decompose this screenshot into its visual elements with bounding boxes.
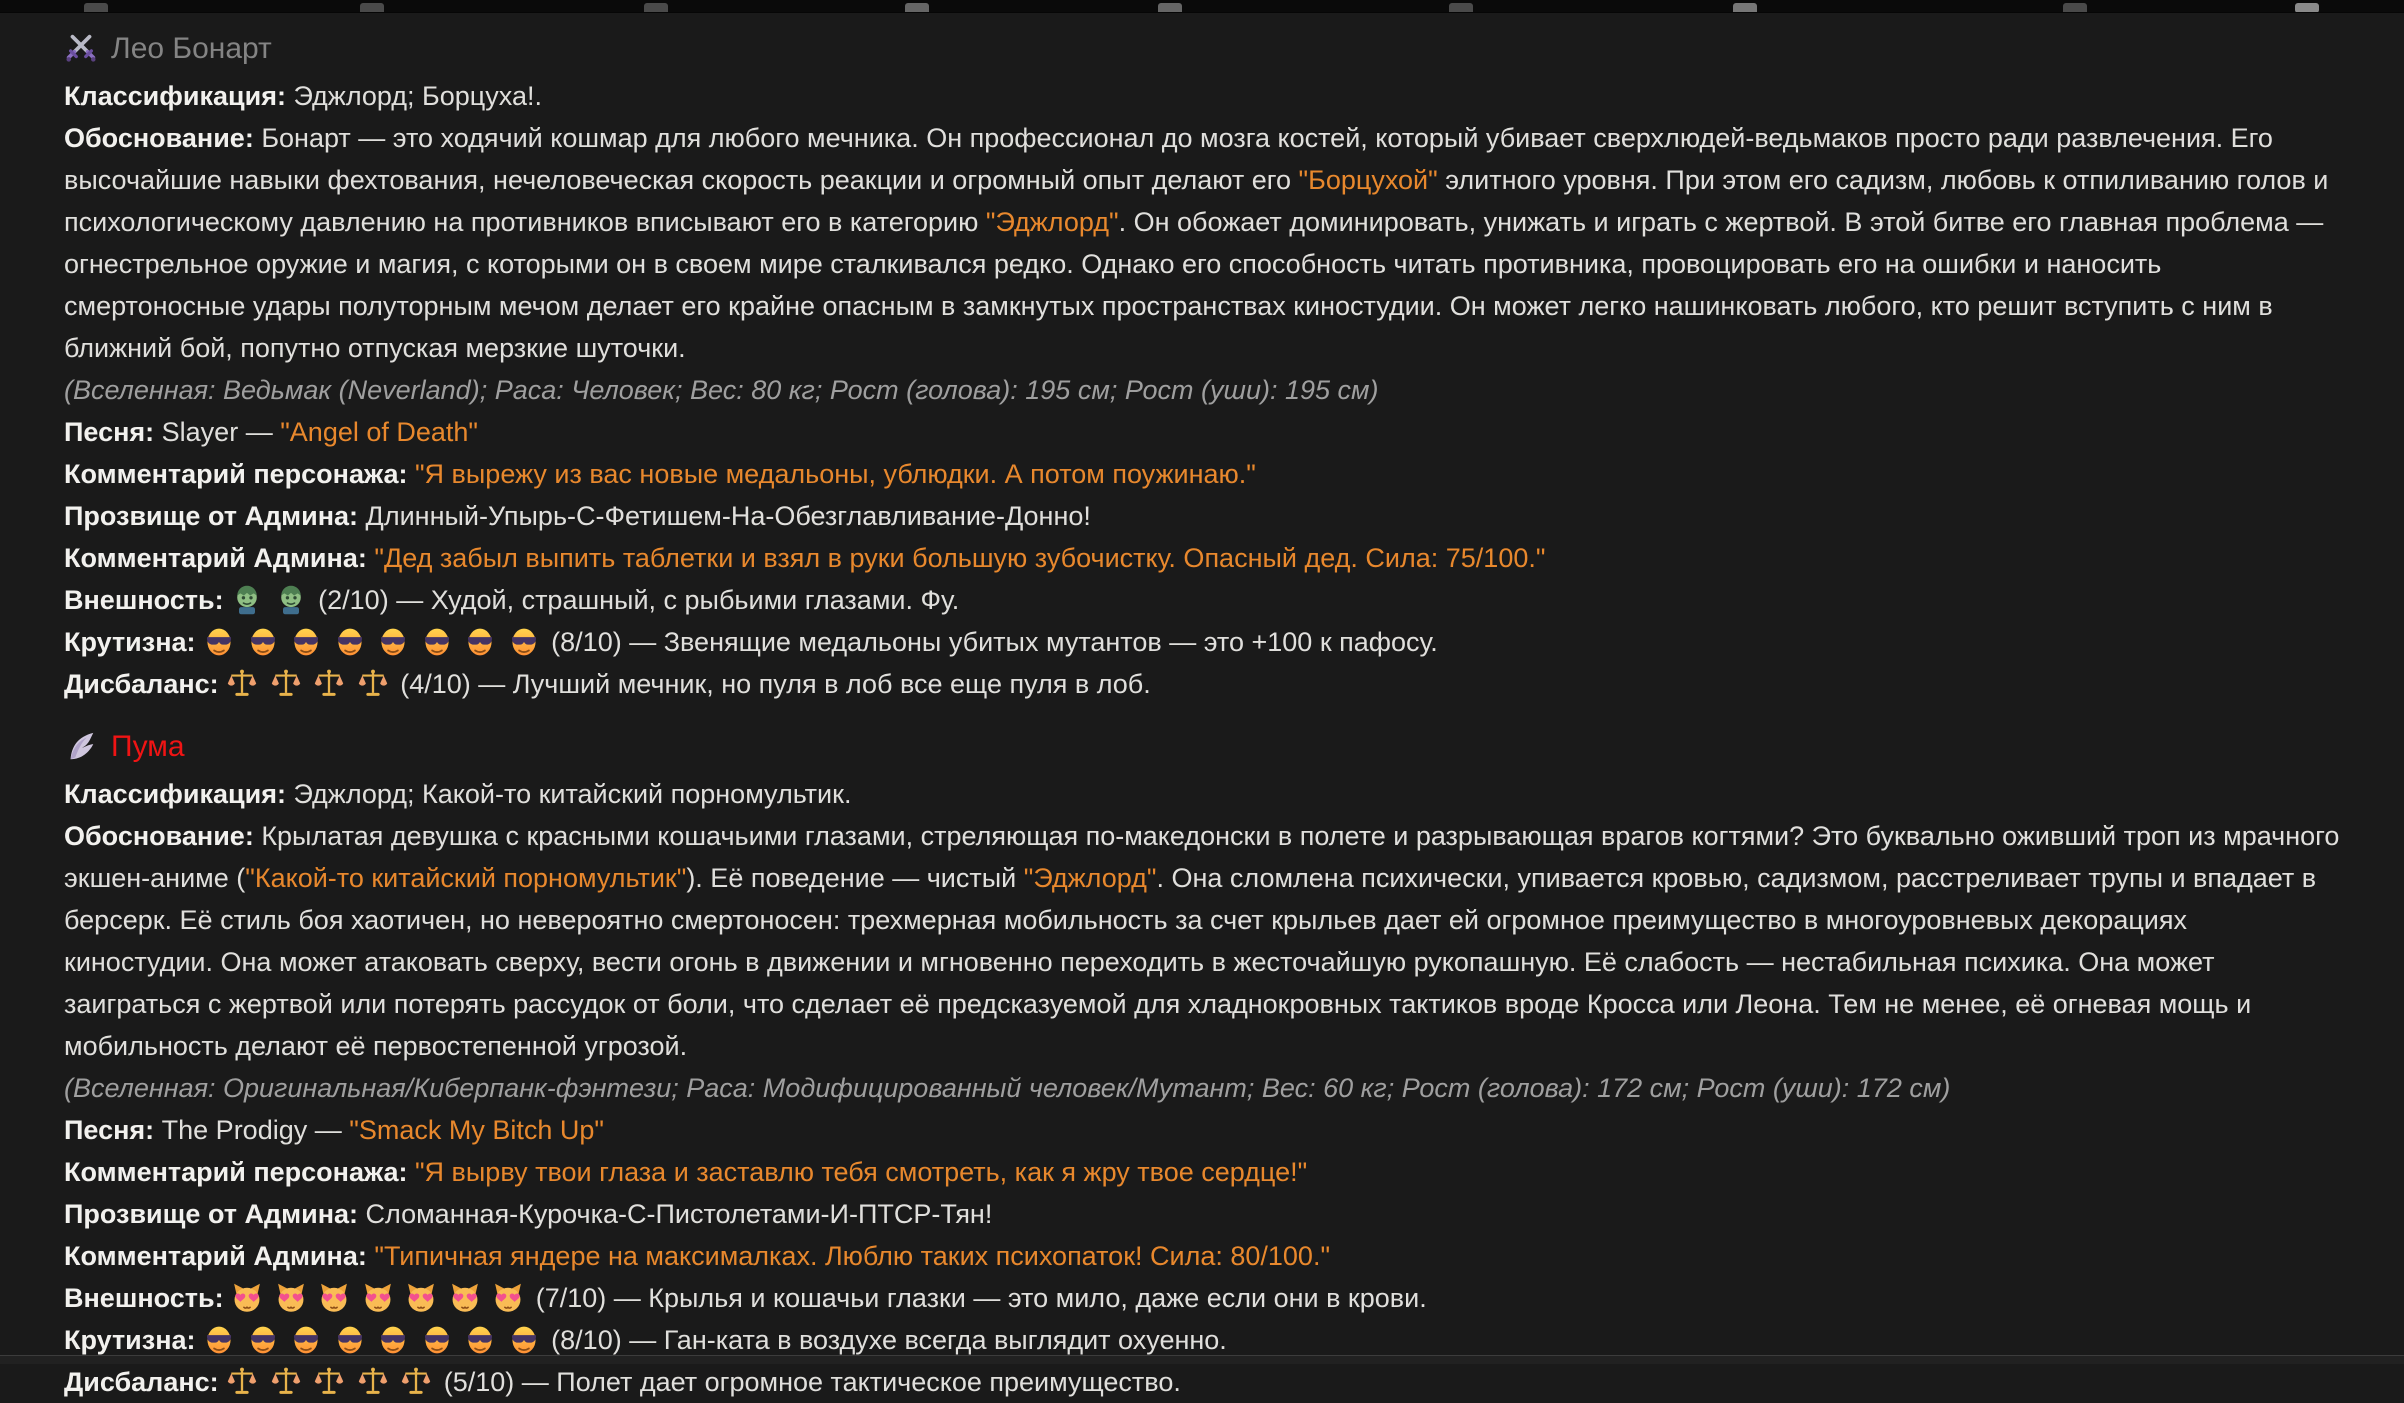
field-line-appearance [64, 1277, 2340, 1319]
cat-heart-eyes-emoji-icon [449, 1282, 481, 1314]
field-label: Прозвище от Админа: [64, 1199, 359, 1229]
field-value: Длинный-Упырь-С-Фетишем-На-Обезглавливание-Донно! [365, 501, 1091, 531]
rating-icons [231, 585, 318, 615]
cat-heart-eyes-emoji-icon [405, 1282, 437, 1314]
field-value: (2/10) — Худой, страшный, с рыбьими глазами. Фу. [318, 585, 960, 615]
field-line-classification [64, 773, 2340, 815]
rating-icons [226, 1367, 444, 1397]
cat-heart-eyes-emoji-icon [362, 1282, 394, 1314]
rating-icons [203, 1325, 551, 1355]
header-icon-slot [64, 730, 98, 764]
song-artist: The Prodigy — [161, 1115, 350, 1145]
text-segment: "Эджлорд" [985, 207, 1119, 237]
field-line-coolness [64, 621, 2340, 663]
text-segment: Бонарт — это ходячий кошмар для любого мечника. Он профессионал до мозга костей, который убивает сверхлюдей-ведьмаков просто ради развлечения. Его высочайшие навыки фехтования, нечеловеческая скорость реакции и огромный опыт делают его [64, 123, 2273, 195]
sunglasses-emoji-icon [203, 626, 235, 658]
field-label: Внешность: [64, 1283, 224, 1313]
sunglasses-emoji-icon [377, 1324, 409, 1356]
field-line-admin-nickname [64, 495, 2340, 537]
song-artist: Slayer — [161, 417, 281, 447]
field-label: Крутизна: [64, 627, 196, 657]
header-icon-slot [64, 32, 98, 66]
field-line-imbalance [64, 663, 2340, 705]
field-line-classification [64, 75, 2340, 117]
comment-quote: "Я вырежу из вас новые медальоны, ублюдки. А потом поужинаю." [414, 459, 1256, 489]
text-segment: "Борцухой" [1298, 165, 1438, 195]
field-value: (8/10) — Звенящие медальоны убитых мутантов — это +100 к пафосу. [551, 627, 1438, 657]
field-line-appearance [64, 579, 2340, 621]
text-segment: . Он обожает доминировать, унижать и играть с жертвой. В этой битве его главная проблема — огнестрельное оружие и магия, с которыми он в своем мире сталкивался редко. Однако его способность читать противника, провоцировать его на ошибки и наносить смертоносные удары полуторным мечом делает его крайне опасным в замкнутых пространствах киностудии. Он может легко нашинковать любого, кто решит вступить с ним в ближний бой, попутно отпуская мерзкие шуточки. [64, 207, 2324, 363]
cropped-icon-fragment[interactable] [360, 3, 384, 13]
field-line-admin-comment [64, 1235, 2340, 1277]
text-segment: элитного уровня. При этом его садизм, любовь к отпиливанию голов и психологическому давлению на противников вписывают его в категорию [64, 165, 2329, 237]
text-segment: Крылатая девушка с красными кошачьими глазами, стреляющая по-македонски в полете и разрывающая врагов когтями? Это буквально оживший троп из мрачного экшен-аниме ( [64, 821, 2340, 893]
rating-icons [203, 627, 551, 657]
meta-line: (Вселенная: Оригинальная/Киберпанк-фэнтези; Раса: Модифицированный человек/Мутант; Вес: 60 кг; Рост (голова): 172 см; Рост (уши): 172 см) [64, 1073, 1951, 1103]
cropped-icon-fragment[interactable] [644, 3, 668, 13]
field-value: Сломанная-Курочка-С-Пистолетами-И-ПТСР-Тян! [365, 1199, 993, 1229]
field-label: Классификация: [64, 81, 286, 111]
field-line-character-comment [64, 1151, 2340, 1193]
character-header [64, 725, 2340, 769]
sunglasses-emoji-icon [377, 626, 409, 658]
cat-heart-eyes-emoji-icon [492, 1282, 524, 1314]
sunglasses-emoji-icon [203, 1324, 235, 1356]
cat-heart-eyes-emoji-icon [318, 1282, 350, 1314]
cropped-icon-fragment[interactable] [1449, 3, 1473, 13]
text-segment: "Эджлорд" [1023, 863, 1157, 893]
text-segment: Обоснование: [64, 123, 254, 153]
song-title: "Angel of Death" [280, 417, 478, 447]
meta-line: (Вселенная: Ведьмак (Neverland); Раса: Человек; Вес: 80 кг; Рост (голова): 195 см; Рост (уши): 195 см) [64, 375, 1379, 405]
comment-quote: "Я вырву твои глаза и заставлю тебя смотреть, как я жру твое сердце!" [414, 1157, 1308, 1187]
field-label: Дисбаланс: [64, 669, 219, 699]
field-value: (7/10) — Крылья и кошачьи глазки — это мило, даже если они в крови. [535, 1283, 1427, 1313]
field-value: Эджлорд; Какой-то китайский порномультик. [293, 779, 852, 809]
field-value: (4/10) — Лучший мечник, но пуля в лоб все еще пуля в лоб. [400, 669, 1151, 699]
cat-heart-eyes-emoji-icon [231, 1282, 263, 1314]
field-label: Прозвище от Админа: [64, 501, 359, 531]
field-value: (8/10) — Ган-ката в воздухе всегда выглядит охуенно. [551, 1325, 1227, 1355]
bottom-edge-strip [0, 1355, 2404, 1364]
text-segment: ). Её поведение — чистый [686, 863, 1024, 893]
justification-paragraph [64, 815, 2340, 1067]
sunglasses-emoji-icon [247, 1324, 279, 1356]
cropped-icon-fragment[interactable] [905, 3, 929, 13]
sunglasses-emoji-icon [421, 626, 453, 658]
field-label: Комментарий Админа: [64, 543, 367, 573]
sunglasses-emoji-icon [508, 1324, 540, 1356]
field-line-character-comment [64, 453, 2340, 495]
sunglasses-emoji-icon [334, 1324, 366, 1356]
field-line-admin-nickname [64, 1193, 2340, 1235]
sunglasses-emoji-icon [290, 1324, 322, 1356]
field-line-song [64, 1109, 2340, 1151]
scales-emoji-icon [400, 1366, 432, 1398]
field-label: Комментарий Админа: [64, 1241, 367, 1271]
character-name: Пума [111, 730, 185, 763]
sunglasses-emoji-icon [508, 626, 540, 658]
field-label: Песня: [64, 417, 155, 447]
sunglasses-emoji-icon [464, 1324, 496, 1356]
field-label: Комментарий персонажа: [64, 459, 408, 489]
text-segment: Обоснование: [64, 821, 254, 851]
scales-emoji-icon [357, 668, 389, 700]
zombie-icon [231, 584, 263, 616]
song-title: "Smack My Bitch Up" [349, 1115, 604, 1145]
rating-icons [226, 669, 400, 699]
cropped-icon-fragment[interactable] [1733, 3, 1757, 13]
character-section [64, 725, 2340, 1403]
topbar [0, 0, 2404, 13]
comment-quote: "Типичная яндере на максималках. Люблю таких психопаток! Сила: 80/100." [374, 1241, 1331, 1271]
field-label: Классификация: [64, 779, 286, 809]
sunglasses-emoji-icon [334, 626, 366, 658]
scales-emoji-icon [357, 1366, 389, 1398]
message-content [0, 13, 2404, 1403]
field-label: Внешность: [64, 585, 224, 615]
wing-icon [64, 730, 98, 764]
character-name: Лео Бонарт [111, 32, 272, 65]
scales-emoji-icon [270, 1366, 302, 1398]
scales-emoji-icon [313, 1366, 345, 1398]
zombie-icon [275, 584, 307, 616]
sunglasses-emoji-icon [464, 626, 496, 658]
field-label: Песня: [64, 1115, 155, 1145]
text-segment: "Какой-то китайский порномультик" [245, 863, 687, 893]
scales-emoji-icon [313, 668, 345, 700]
cropped-icon-fragment[interactable] [1158, 3, 1182, 13]
rating-icons [231, 1283, 536, 1313]
sunglasses-emoji-icon [247, 626, 279, 658]
sunglasses-emoji-icon [421, 1324, 453, 1356]
scales-emoji-icon [270, 668, 302, 700]
character-header [64, 27, 2340, 71]
field-value: Эджлорд; Борцуха!. [293, 81, 542, 111]
justification-paragraph [64, 117, 2340, 369]
text-segment: . Она сломлена психически, упивается кровью, садизмом, расстреливает трупы и впадает в берсерк. Её стиль боя хаотичен, но невероятно смертоносен: трехмерная мобильность за счет крыльев дает ей огромное преимущество в многоуровневых декорациях киностудии. Она может атаковать сверху, вести огонь в движении и мгновенно переходить в жесточайшую рукопашную. Её слабость — нестабильная психика. Она может заиграться с жертвой или потерять рассудок от боли, что сделает её предсказуемой для хладнокровных тактиков вроде Кросса или Леона. Тем не менее, её огневая мощь и мобильность делают её первостепенной угрозой. [64, 863, 2317, 1061]
field-line-imbalance [64, 1361, 2340, 1403]
field-line-song [64, 411, 2340, 453]
sunglasses-emoji-icon [290, 626, 322, 658]
scales-emoji-icon [226, 1366, 258, 1398]
field-value: (5/10) — Полет дает огромное тактическое преимущество. [443, 1367, 1181, 1397]
crossed-swords-icon [64, 32, 98, 66]
comment-quote: "Дед забыл выпить таблетки и взял в руки большую зубочистку. Опасный дед. Сила: 75/100." [374, 543, 1546, 573]
cropped-icon-fragment[interactable] [84, 3, 108, 13]
field-line-admin-comment [64, 537, 2340, 579]
character-section [64, 27, 2340, 705]
scales-emoji-icon [226, 668, 258, 700]
field-label: Дисбаланс: [64, 1367, 219, 1397]
cropped-icon-fragment[interactable] [2295, 3, 2319, 13]
cat-heart-eyes-emoji-icon [275, 1282, 307, 1314]
cropped-icon-fragment[interactable] [2063, 3, 2087, 13]
field-label: Комментарий персонажа: [64, 1157, 408, 1187]
field-label: Крутизна: [64, 1325, 196, 1355]
